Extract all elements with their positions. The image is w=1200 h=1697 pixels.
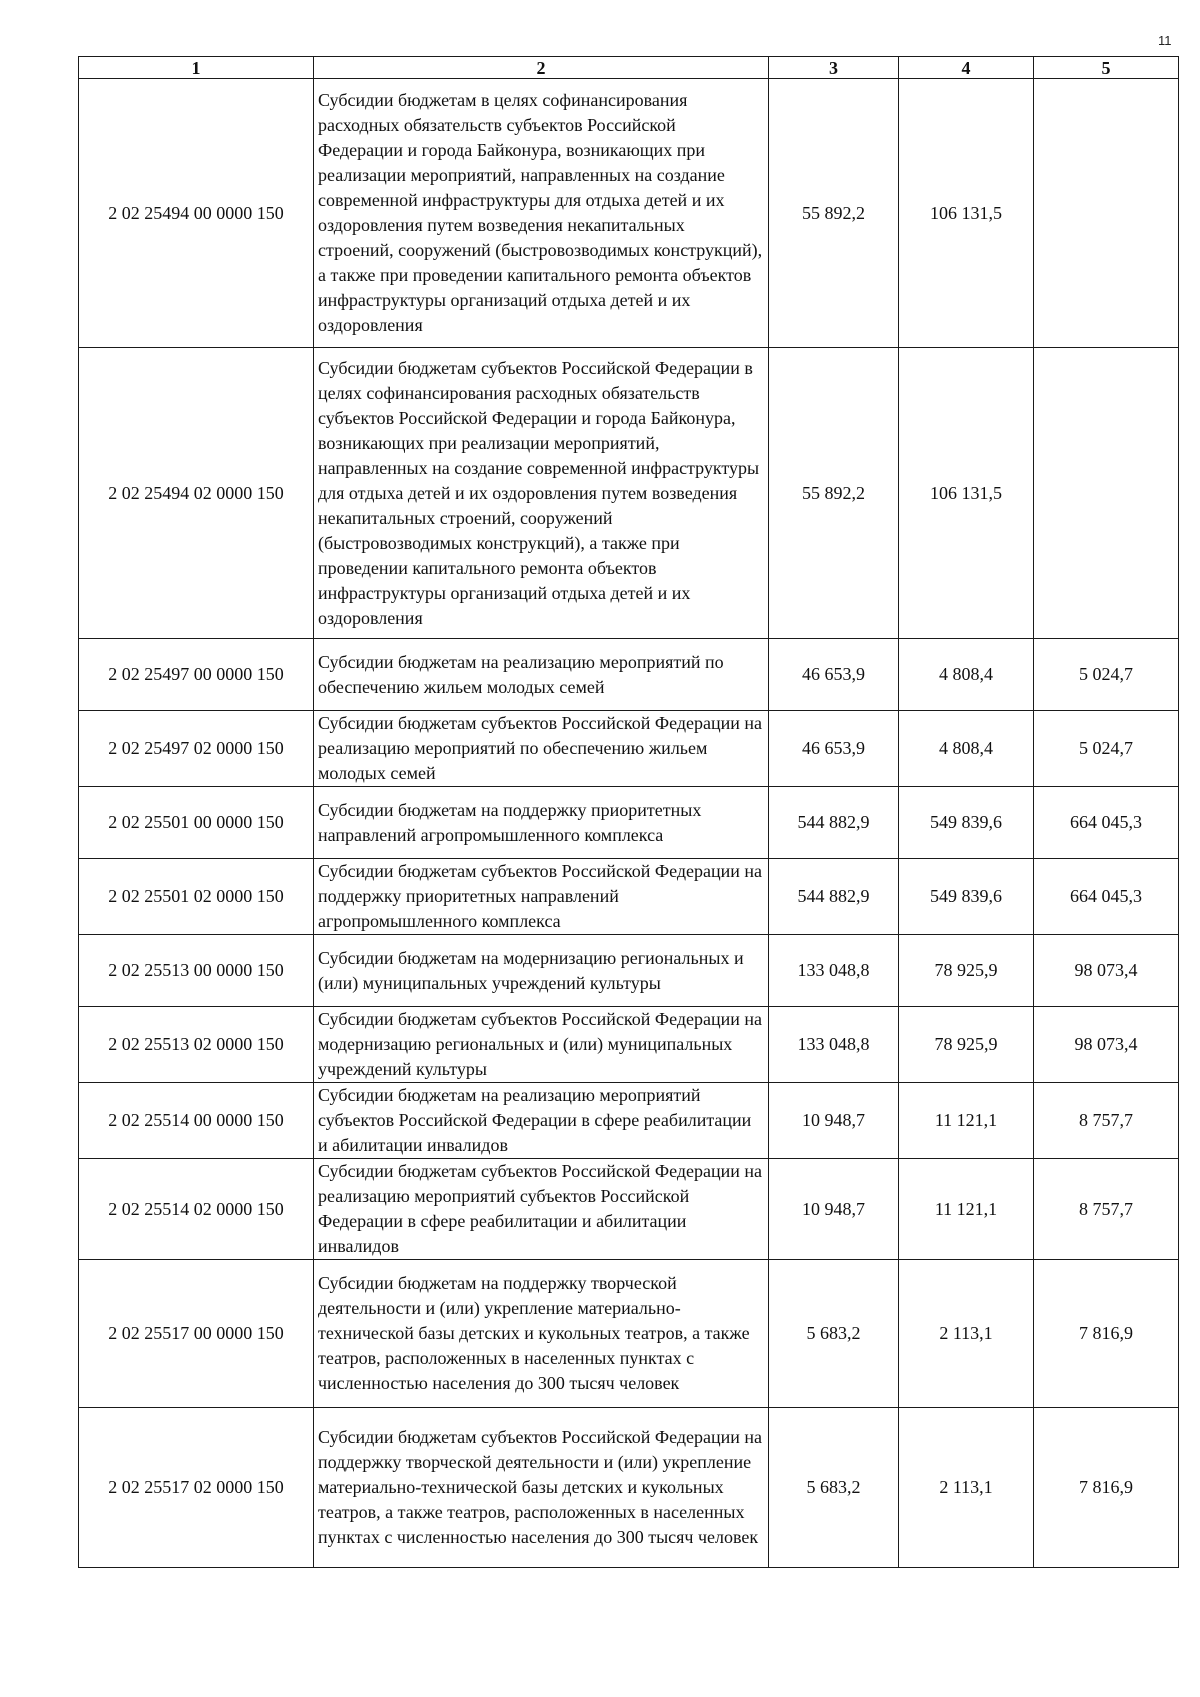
value-col4-cell: 11 121,1: [899, 1159, 1034, 1260]
budget-code-cell: 2 02 25497 02 0000 150: [79, 711, 314, 787]
value-col4-cell: 11 121,1: [899, 1083, 1034, 1159]
description-cell: Субсидии бюджетам на реализацию мероприятий субъектов Российской Федерации в сфере реабилитации и абилитации инвалидов: [314, 1083, 769, 1159]
description-cell: Субсидии бюджетам субъектов Российской Федерации на реализацию мероприятий по обеспечению жильем молодых семей: [314, 711, 769, 787]
table-row: [79, 348, 1179, 639]
description-cell: Субсидии бюджетам на поддержку приоритетных направлений агропромышленного комплекса: [314, 787, 769, 859]
table-row: [79, 787, 1179, 859]
budget-code-cell: 2 02 25501 00 0000 150: [79, 787, 314, 859]
description-cell: Субсидии бюджетам субъектов Российской Федерации на модернизацию региональных и (или) муниципальных учреждений культуры: [314, 1007, 769, 1083]
value-col3-cell: 55 892,2: [769, 348, 899, 639]
value-col3-cell: 544 882,9: [769, 787, 899, 859]
value-col3-cell: 10 948,7: [769, 1159, 899, 1260]
budget-code-cell: 2 02 25497 00 0000 150: [79, 639, 314, 711]
table-row: [79, 639, 1179, 711]
budget-code-cell: 2 02 25494 02 0000 150: [79, 348, 314, 639]
budget-code-cell: 2 02 25514 02 0000 150: [79, 1159, 314, 1260]
budget-code-cell: 2 02 25494 00 0000 150: [79, 79, 314, 348]
description-cell: Субсидии бюджетам субъектов Российской Федерации на поддержку творческой деятельности и (или) укрепление материально-технической базы детских и кукольных театров, а также театров, расположенных в населенных пунктах с численностью населения до 300 тысяч человек: [314, 1408, 769, 1568]
table-row: [79, 711, 1179, 787]
column-header-1: 1: [79, 57, 314, 79]
value-col4-cell: 2 113,1: [899, 1260, 1034, 1408]
value-col3-cell: 133 048,8: [769, 935, 899, 1007]
value-col4-cell: 78 925,9: [899, 935, 1034, 1007]
value-col5-cell: 664 045,3: [1034, 859, 1179, 935]
description-cell: Субсидии бюджетам на модернизацию региональных и (или) муниципальных учреждений культуры: [314, 935, 769, 1007]
page-number: 11: [1158, 33, 1172, 48]
budget-code-cell: 2 02 25514 00 0000 150: [79, 1083, 314, 1159]
description-cell: Субсидии бюджетам субъектов Российской Федерации на поддержку приоритетных направлений агропромышленного комплекса: [314, 859, 769, 935]
value-col3-cell: 46 653,9: [769, 639, 899, 711]
description-cell: Субсидии бюджетам на поддержку творческой деятельности и (или) укрепление материально-технической базы детских и кукольных театров, а также театров, расположенных в населенных пунктах с численностью населения до 300 тысяч человек: [314, 1260, 769, 1408]
value-col5-cell: 7 816,9: [1034, 1260, 1179, 1408]
value-col4-cell: 106 131,5: [899, 79, 1034, 348]
table-row: [79, 1260, 1179, 1408]
value-col5-cell: 5 024,7: [1034, 639, 1179, 711]
value-col4-cell: 4 808,4: [899, 639, 1034, 711]
table-row: [79, 1083, 1179, 1159]
column-header-5: 5: [1034, 57, 1179, 79]
value-col5-cell: [1034, 348, 1179, 639]
value-col5-cell: 7 816,9: [1034, 1408, 1179, 1568]
value-col5-cell: [1034, 79, 1179, 348]
value-col3-cell: 10 948,7: [769, 1083, 899, 1159]
description-cell: Субсидии бюджетам на реализацию мероприятий по обеспечению жильем молодых семей: [314, 639, 769, 711]
value-col4-cell: 549 839,6: [899, 859, 1034, 935]
column-header-2: 2: [314, 57, 769, 79]
description-cell: Субсидии бюджетам субъектов Российской Федерации на реализацию мероприятий субъектов Российской Федерации в сфере реабилитации и абилитации инвалидов: [314, 1159, 769, 1260]
value-col4-cell: 549 839,6: [899, 787, 1034, 859]
value-col3-cell: 133 048,8: [769, 1007, 899, 1083]
column-header-4: 4: [899, 57, 1034, 79]
table-row: [79, 1007, 1179, 1083]
table-row: [79, 1159, 1179, 1260]
description-cell: Субсидии бюджетам субъектов Российской Федерации в целях софинансирования расходных обязательств субъектов Российской Федерации и города Байконура, возникающих при реализации мероприятий, направленных на создание современной инфраструктуры для отдыха детей и их оздоровления путем возведения некапитальных строений, сооружений (быстровозводимых конструкций), а также при проведении капитального ремонта объектов инфраструктуры организаций отдыха детей и их оздоровления: [314, 348, 769, 639]
table-row: [79, 79, 1179, 348]
value-col4-cell: 2 113,1: [899, 1408, 1034, 1568]
table-row: [79, 935, 1179, 1007]
budget-code-cell: 2 02 25513 02 0000 150: [79, 1007, 314, 1083]
value-col5-cell: 5 024,7: [1034, 711, 1179, 787]
value-col5-cell: 664 045,3: [1034, 787, 1179, 859]
value-col5-cell: 98 073,4: [1034, 1007, 1179, 1083]
budget-table: [78, 56, 1179, 1568]
description-cell: Субсидии бюджетам в целях софинансирования расходных обязательств субъектов Российской Федерации и города Байконура, возникающих при реализации мероприятий, направленных на создание современной инфраструктуры для отдыха детей и их оздоровления путем возведения некапитальных строений, сооружений (быстровозводимых конструкций), а также при проведении капитального ремонта объектов инфраструктуры организаций отдыха детей и их оздоровления: [314, 79, 769, 348]
value-col3-cell: 544 882,9: [769, 859, 899, 935]
value-col4-cell: 106 131,5: [899, 348, 1034, 639]
value-col3-cell: 5 683,2: [769, 1408, 899, 1568]
table-row: [79, 1408, 1179, 1568]
value-col3-cell: 55 892,2: [769, 79, 899, 348]
budget-code-cell: 2 02 25517 00 0000 150: [79, 1260, 314, 1408]
table-row: [79, 859, 1179, 935]
table-header-row: [79, 57, 1179, 79]
value-col5-cell: 8 757,7: [1034, 1159, 1179, 1260]
value-col3-cell: 46 653,9: [769, 711, 899, 787]
value-col5-cell: 8 757,7: [1034, 1083, 1179, 1159]
budget-code-cell: 2 02 25513 00 0000 150: [79, 935, 314, 1007]
value-col3-cell: 5 683,2: [769, 1260, 899, 1408]
column-header-3: 3: [769, 57, 899, 79]
value-col4-cell: 4 808,4: [899, 711, 1034, 787]
value-col5-cell: 98 073,4: [1034, 935, 1179, 1007]
budget-code-cell: 2 02 25501 02 0000 150: [79, 859, 314, 935]
budget-code-cell: 2 02 25517 02 0000 150: [79, 1408, 314, 1568]
value-col4-cell: 78 925,9: [899, 1007, 1034, 1083]
